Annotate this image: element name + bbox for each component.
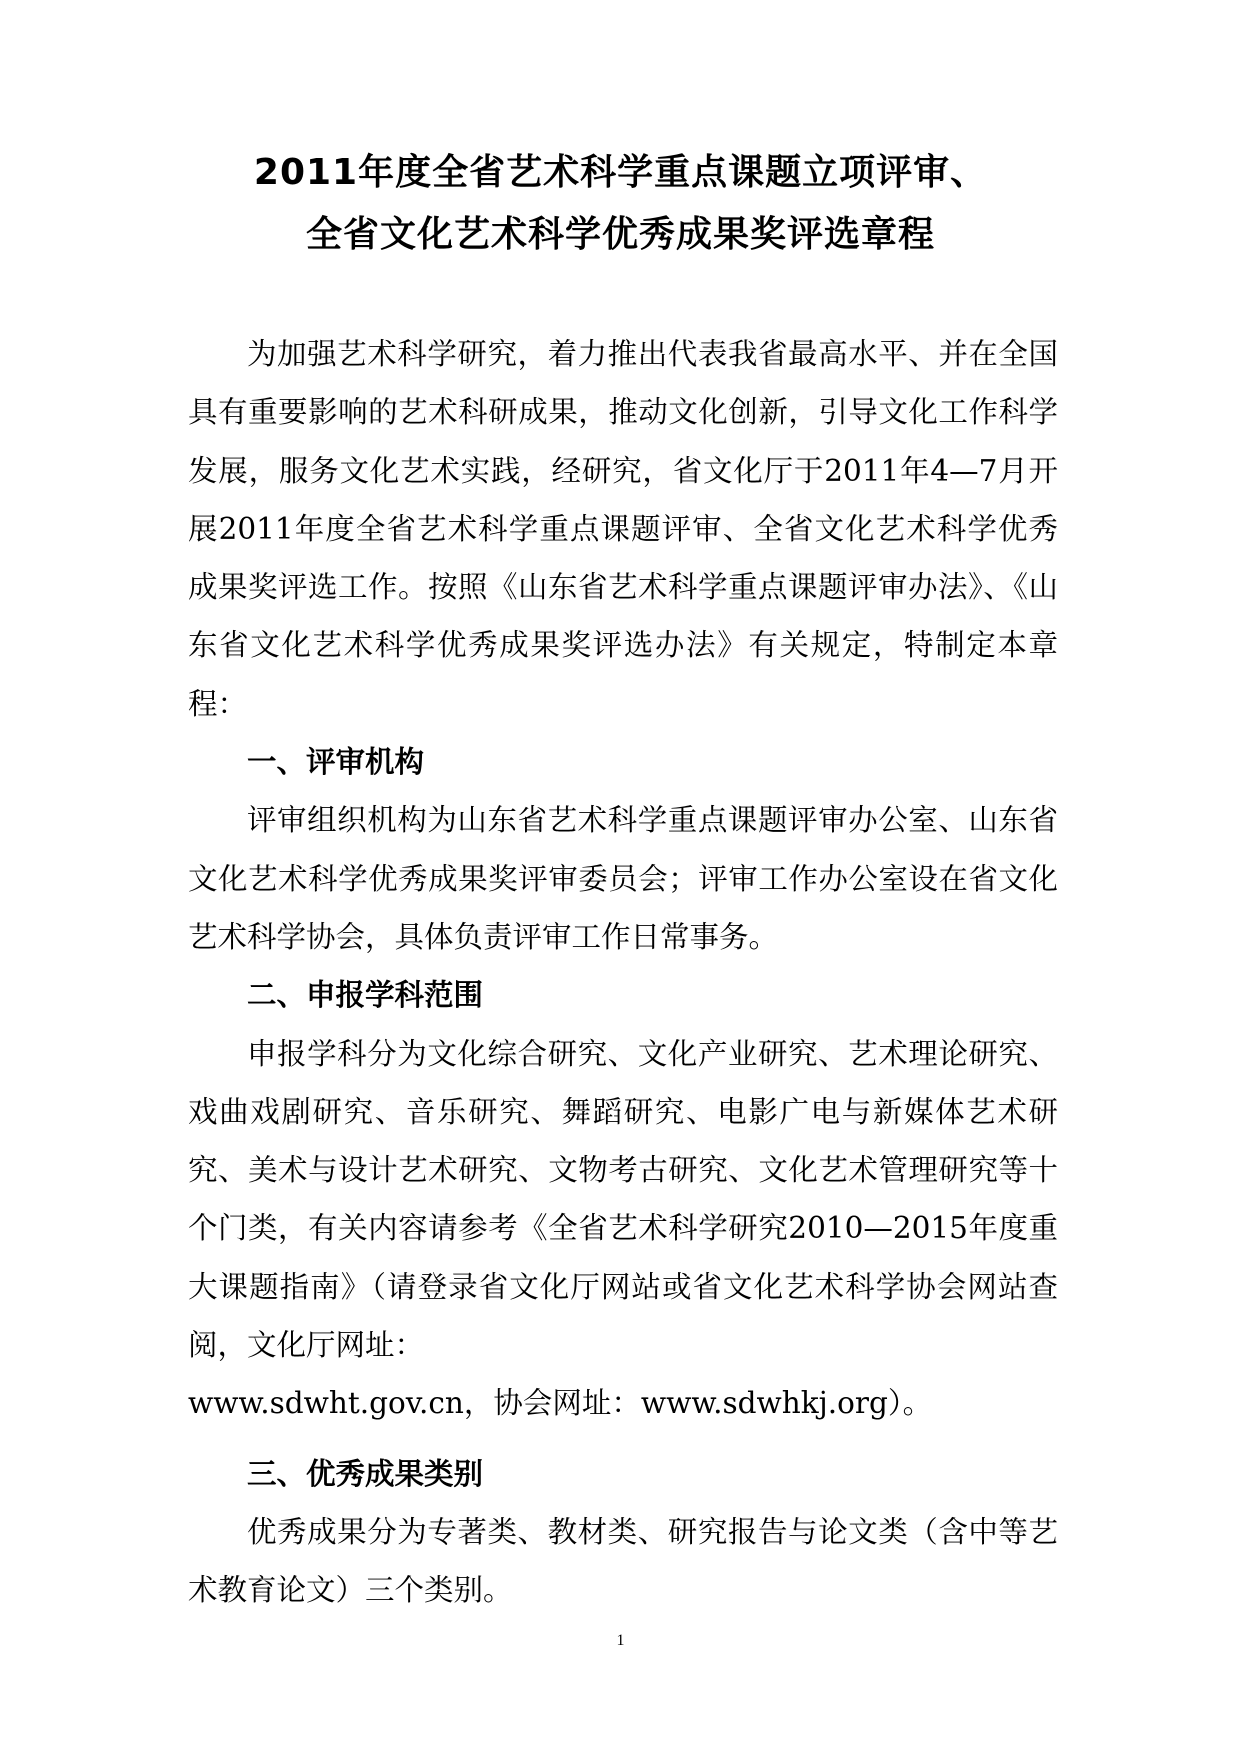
- section-body-1: 评审组织机构为山东省艺术科学重点课题评审办公室、山东省文化艺术科学优秀成果奖评审委员会；评审工作办公室设在省文化艺术科学协会，具体负责评审工作日常事务。: [188, 803, 1058, 954]
- section-heading-3: 三、优秀成果类别: [247, 1456, 484, 1491]
- section-heading-1: 一、评审机构: [247, 745, 425, 780]
- section-heading-2: 二、申报学科范围: [247, 978, 484, 1013]
- section-body-2-websites: www.sdwht.gov.cn，协会网址：www.sdwhkj.org）。: [188, 1386, 933, 1421]
- document-title-line-2: 全省文化艺术科学优秀成果奖评选章程: [305, 214, 935, 255]
- intro-paragraph: 为加强艺术科学研究，着力推出代表我省最高水平、并在全国具有重要影响的艺术科研成果，推动文化创新，引导文化工作科学发展，服务文化艺术实践，经研究，省文化厅于2011年4—7月开展2011年度全省艺术科学重点课题评审、全省文化艺术科学优秀成果奖评选工作。按照《山东省艺术科学重点课题评审办法》、《山东省文化艺术科学优秀成果奖评选办法》有关规定，特制定本章程：: [188, 337, 1058, 721]
- document-body: [188, 325, 1058, 1620]
- section-body-2: 申报学科分为文化综合研究、文化产业研究、艺术理论研究、戏曲戏剧研究、音乐研究、舞蹈研究、电影广电与新媒体艺术研究、美术与设计艺术研究、文物考古研究、文化艺术管理研究等十个门类，有关内容请参考《全省艺术科学研究2010—2015年度重大课题指南》（请登录省文化厅网站或省文化艺术科学协会网站查阅，文化厅网址：: [188, 1036, 1058, 1363]
- section-body-3: 优秀成果分为专著类、教材类、研究报告与论文类（含中等艺术教育论文）三个类别。: [188, 1514, 1058, 1608]
- page-number: 1: [616, 1632, 625, 1649]
- document-title-line-1: 2011年度全省艺术科学重点课题立项评审、: [253, 152, 988, 193]
